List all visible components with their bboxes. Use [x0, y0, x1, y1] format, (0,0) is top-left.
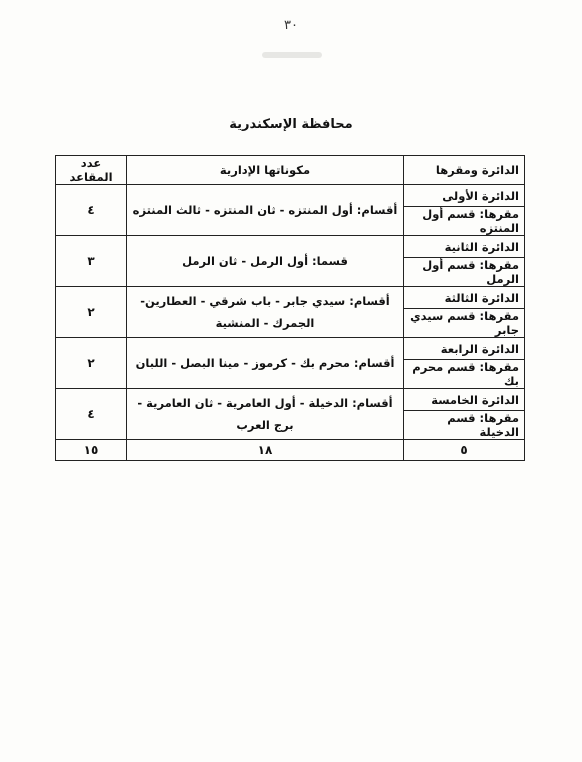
table-row	[56, 185, 525, 207]
district-name: الدائرة الثانية	[404, 236, 525, 258]
header-seats: عدد المقاعد	[56, 156, 127, 185]
page-number: ٣٠	[284, 18, 298, 33]
district-seat: مقرها: قسم أول الرمل	[404, 258, 525, 287]
total-components: ١٨	[127, 440, 404, 461]
total-seats: ١٥	[56, 440, 127, 461]
district-seats: ٢	[56, 338, 127, 389]
total-districts: ٥	[404, 440, 525, 461]
district-seat: مقرها: قسم الدخيلة	[404, 411, 525, 440]
totals-row	[56, 440, 525, 461]
district-components: أقسام: محرم بك - كرموز - مينا البصل - اللبان	[127, 338, 404, 389]
table-header-row	[56, 156, 525, 185]
table-row	[56, 236, 525, 258]
district-name: الدائرة الثالثة	[404, 287, 525, 309]
district-seats: ٣	[56, 236, 127, 287]
header-district: الدائرة ومقرها	[404, 156, 525, 185]
district-seat: مقرها: قسم سيدي جابر	[404, 309, 525, 338]
district-seats: ٤	[56, 185, 127, 236]
district-seat: مقرها: قسم أول المنتزه	[404, 207, 525, 236]
table-row	[56, 287, 525, 309]
district-components: أقسام: الدخيلة - أول العامرية - ثان العامرية - برج العرب	[127, 389, 404, 440]
district-seats: ٤	[56, 389, 127, 440]
document-title: محافظة الإسكندرية	[229, 117, 353, 132]
scan-smudge	[262, 52, 322, 58]
district-components: أقسام: أول المنتزه - ثان المنتزه - ثالث المنتزه	[127, 185, 404, 236]
district-seat: مقرها: قسم محرم بك	[404, 360, 525, 389]
table-row	[56, 338, 525, 360]
table-row	[56, 389, 525, 411]
districts-table	[55, 155, 525, 461]
district-components: قسما: أول الرمل - ثان الرمل	[127, 236, 404, 287]
district-name: الدائرة الأولى	[404, 185, 525, 207]
header-components: مكوناتها الإدارية	[127, 156, 404, 185]
district-name: الدائرة الرابعة	[404, 338, 525, 360]
district-seats: ٢	[56, 287, 127, 338]
district-components: أقسام: سيدي جابر - باب شرقي - العطارين- الجمرك - المنشية	[127, 287, 404, 338]
district-name: الدائرة الخامسة	[404, 389, 525, 411]
